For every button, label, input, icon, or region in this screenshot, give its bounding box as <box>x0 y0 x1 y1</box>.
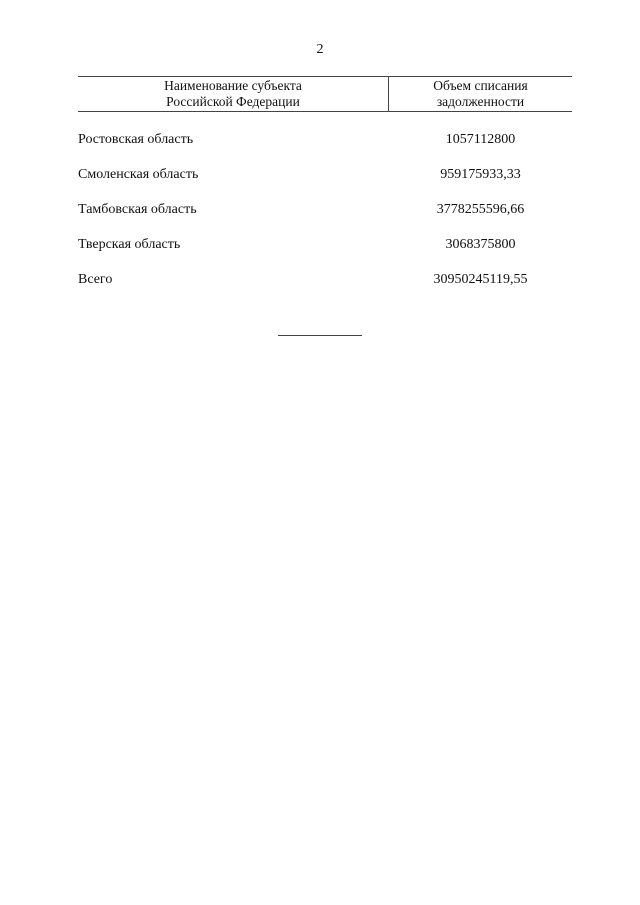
total-amount: 30950245119,55 <box>433 272 528 287</box>
table-body <box>78 112 572 306</box>
header-write-off-amount-line: Объем списания <box>433 78 528 93</box>
table-header <box>78 76 572 112</box>
write-off-amount: 3068375800 <box>445 237 516 252</box>
table-row <box>78 236 572 271</box>
header-region-name-line: Российской Федерации <box>166 94 300 109</box>
header-region-name-line: Наименование субъекта <box>164 78 302 93</box>
table-row <box>78 131 572 166</box>
region-name: Тамбовская область <box>78 202 197 217</box>
region-name: Смоленская область <box>78 167 199 182</box>
header-region-name <box>78 77 389 111</box>
header-write-off-amount <box>389 77 572 111</box>
header-write-off-amount-line: задолженности <box>436 94 525 109</box>
debt-write-off-table <box>78 76 572 306</box>
table-row-total <box>78 271 572 306</box>
page-number: 2 <box>316 42 324 57</box>
document-end-rule <box>278 335 362 336</box>
write-off-amount: 3778255596,66 <box>436 202 525 217</box>
total-label: Всего <box>78 272 113 287</box>
region-name: Тверская область <box>78 237 181 252</box>
region-name: Ростовская область <box>78 132 194 147</box>
write-off-amount: 959175933,33 <box>440 167 521 182</box>
table-row <box>78 201 572 236</box>
write-off-amount: 1057112800 <box>445 132 516 147</box>
table-row <box>78 166 572 201</box>
